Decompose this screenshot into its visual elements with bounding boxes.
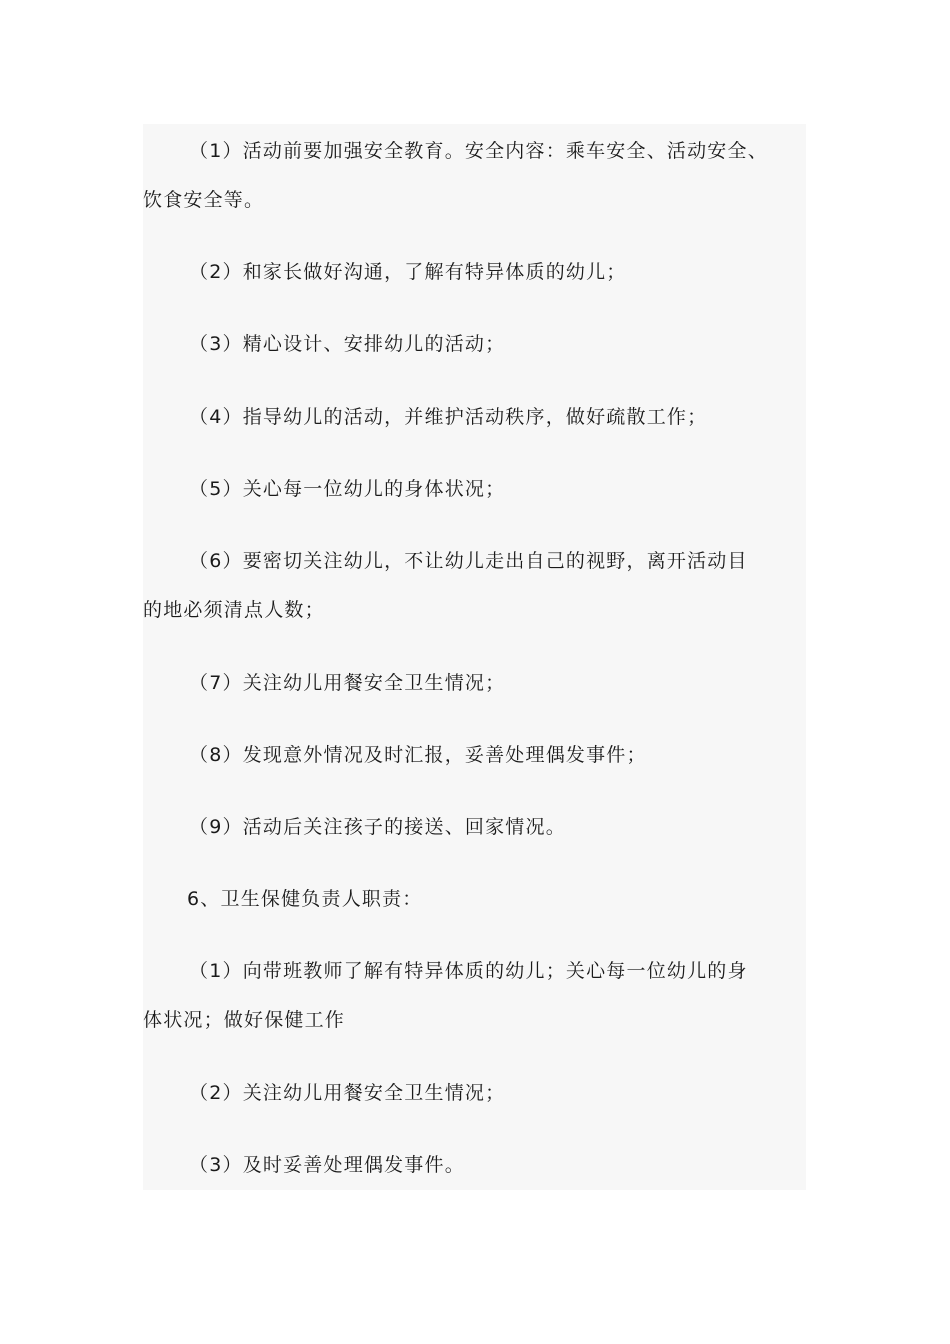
paragraph-12-text: （3）及时妥善处理偶发事件。 (189, 1154, 465, 1176)
paragraph-3 (143, 320, 843, 369)
paragraph-1 (143, 127, 843, 225)
paragraph-7 (143, 659, 843, 708)
paragraph-3-text: （3）精心设计、安排幼儿的活动； (189, 333, 506, 355)
paragraph-12 (143, 1141, 843, 1190)
paragraph-1-line-1: （1）活动前要加强安全教育。安全内容：乘车安全、活动安全、 (189, 140, 768, 162)
section-heading-6-text: 6、卫生保健负责人职责： (187, 888, 423, 910)
paragraph-10-line-2: 体状况；做好保健工作 (143, 1009, 346, 1031)
paragraph-4-text: （4）指导幼儿的活动，并维护活动秩序，做好疏散工作； (189, 406, 708, 428)
paragraph-6 (143, 537, 843, 635)
paragraph-8 (143, 731, 843, 780)
paragraph-4 (143, 393, 843, 442)
paragraph-11-text: （2）关注幼儿用餐安全卫生情况； (189, 1082, 506, 1104)
paragraph-11 (143, 1069, 843, 1118)
paragraph-9 (143, 803, 843, 852)
paragraph-7-text: （7）关注幼儿用餐安全卫生情况； (189, 672, 506, 694)
paragraph-10-line-1: （1）向带班教师了解有特异体质的幼儿；关心每一位幼儿的身 (189, 960, 748, 982)
paragraph-9-text: （9）活动后关注孩子的接送、回家情况。 (189, 816, 566, 838)
section-heading-6 (143, 875, 843, 924)
paragraph-6-line-2: 的地必须清点人数； (143, 599, 325, 621)
paragraph-10 (143, 947, 843, 1045)
paragraph-2 (143, 248, 843, 297)
paragraph-5-text: （5）关心每一位幼儿的身体状况； (189, 478, 506, 500)
paragraph-6-line-1: （6）要密切关注幼儿，不让幼儿走出自己的视野，离开活动目 (189, 550, 748, 572)
paragraph-2-text: （2）和家长做好沟通，了解有特异体质的幼儿； (189, 261, 627, 283)
paragraph-1-line-2: 饮食安全等。 (143, 189, 265, 211)
paragraph-8-text: （8）发现意外情况及时汇报，妥善处理偶发事件； (189, 744, 647, 766)
paragraph-5 (143, 465, 843, 514)
